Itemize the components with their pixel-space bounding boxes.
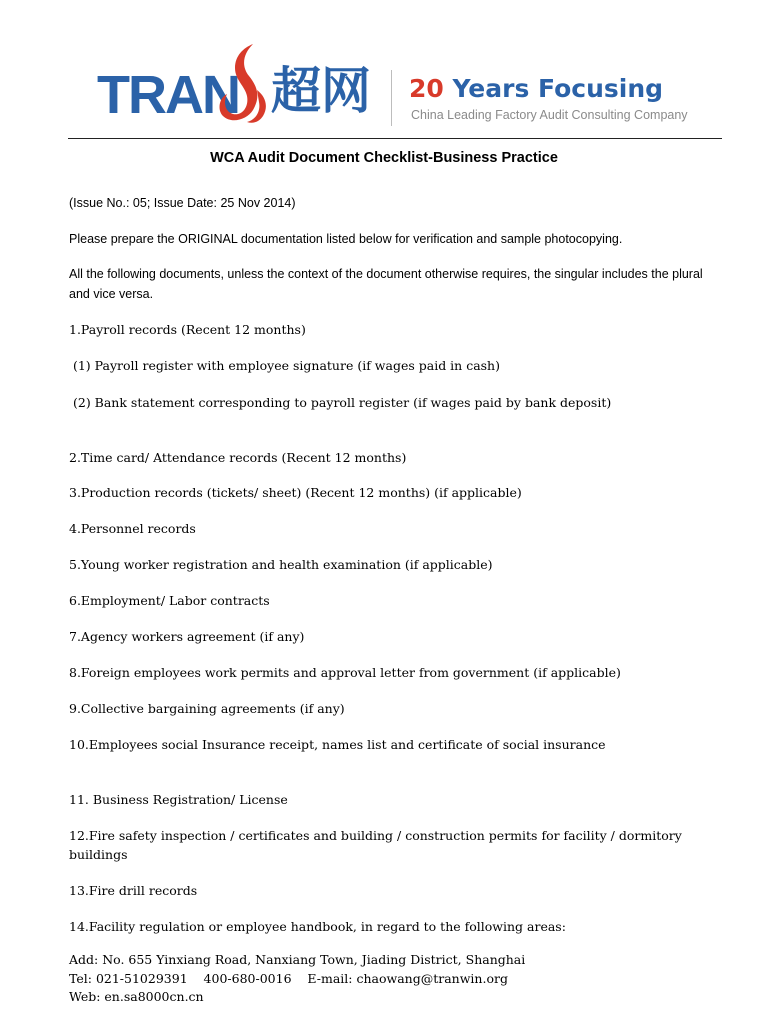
logo-subtagline: China Leading Factory Audit Consulting Company (411, 108, 688, 122)
footer-contact: Tel: 021-51029391 400-680-0016 E-mail: chaowang@tranwin.org (69, 971, 508, 986)
checklist-subitem: (2) Bank statement corresponding to payroll register (if wages paid by bank deposit) (69, 395, 612, 410)
logo-cjk-text: 超网 (271, 62, 371, 120)
checklist-item: 5.Young worker registration and health examination (if applicable) (69, 557, 493, 572)
issue-info: (Issue No.: 05; Issue Date: 25 Nov 2014) (69, 196, 296, 210)
checklist-item: 13.Fire drill records (69, 883, 198, 898)
intro-paragraph-2: All the following documents, unless the context of the document otherwise requires, the singular includes the plural and vice versa. (69, 267, 703, 301)
checklist-item: 1.Payroll records (Recent 12 months) (69, 322, 306, 337)
checklist-item: 4.Personnel records (69, 521, 196, 536)
checklist-item: 7.Agency workers agreement (if any) (69, 629, 305, 644)
logo-tagline (409, 76, 663, 101)
document-title: WCA Audit Document Checklist-Business Practice (210, 150, 558, 166)
checklist-item: 11. Business Registration/ License (69, 792, 288, 807)
logo-divider (391, 70, 392, 126)
footer-website: Web: en.sa8000cn.cn (69, 989, 204, 1004)
checklist-subitem: (1) Payroll register with employee signature (if wages paid in cash) (69, 358, 500, 373)
checklist-item: 6.Employment/ Labor contracts (69, 593, 270, 608)
header-divider (68, 138, 722, 139)
checklist-item: 8.Foreign employees work permits and approval letter from government (if applicable) (69, 665, 621, 680)
company-logo (95, 40, 705, 128)
checklist-item: 3.Production records (tickets/ sheet) (Recent 12 months) (if applicable) (69, 485, 522, 500)
footer-address: Add: No. 655 Yinxiang Road, Nanxiang Town, Jiading District, Shanghai (69, 952, 526, 967)
checklist-item: 12.Fire safety inspection / certificates and building / construction permits for facility / dormitory buildings (69, 828, 682, 862)
logo-brand-text: TRAN (97, 65, 239, 125)
intro-paragraph-1: Please prepare the ORIGINAL documentation listed below for verification and sample photocopying. (69, 232, 623, 246)
tagline-text: Years Focusing (443, 74, 664, 103)
checklist-item: 10.Employees social Insurance receipt, names list and certificate of social insurance (69, 737, 606, 752)
checklist-item: 9.Collective bargaining agreements (if any) (69, 701, 345, 716)
checklist-item: 2.Time card/ Attendance records (Recent 12 months) (69, 450, 407, 465)
tagline-number: 20 (409, 74, 444, 103)
checklist-item: 14.Facility regulation or employee handbook, in regard to the following areas: (69, 919, 566, 934)
